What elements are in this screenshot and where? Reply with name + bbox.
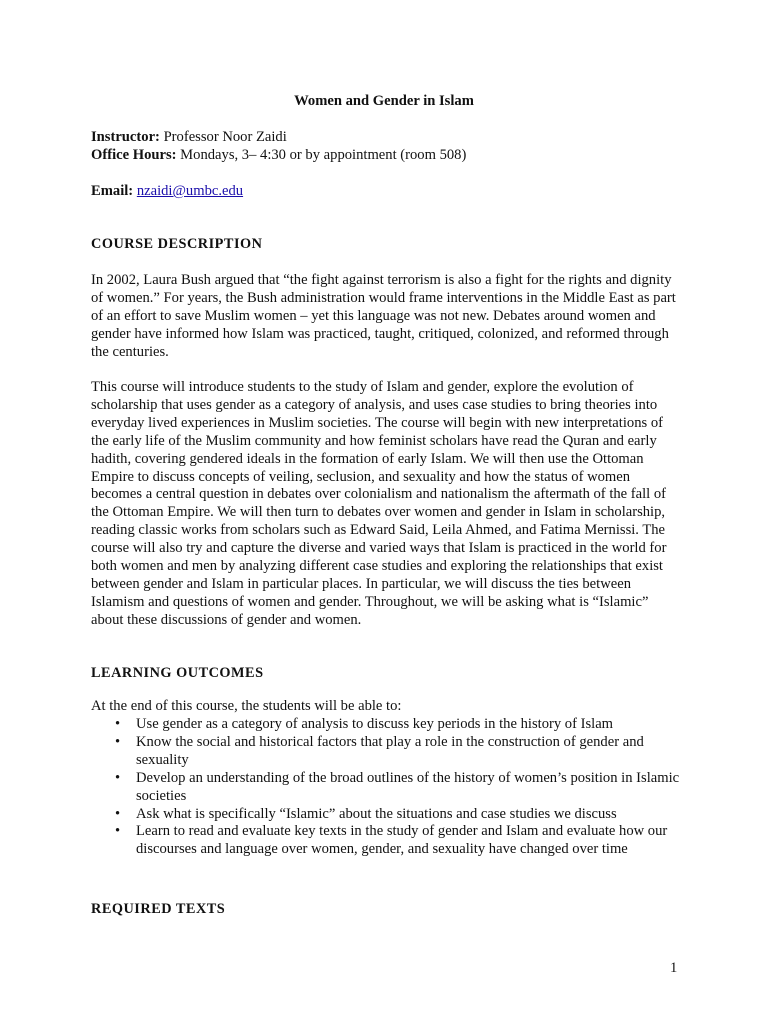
office-hours-label: Office Hours: (91, 147, 177, 163)
office-hours-value: Mondays, 3– 4:30 or by appointment (room 508) (180, 147, 467, 163)
bullet-icon: • (115, 823, 121, 840)
list-item-text: Ask what is specifically “Islamic” about the situations and case studies we discuss (136, 805, 617, 822)
bullet-icon: • (115, 769, 121, 786)
list-item (91, 734, 691, 770)
office-hours-line (91, 147, 691, 165)
list-item (91, 770, 691, 806)
email-line (91, 183, 691, 201)
required-texts-heading: REQUIRED TEXTS (91, 901, 226, 917)
instructor-label: Instructor: (91, 129, 160, 145)
list-item-text: Use gender as a category of analysis to discuss key periods in the history of Islam (136, 716, 614, 732)
course-description-heading: COURSE DESCRIPTION (91, 236, 263, 252)
page-number: 1 (670, 960, 678, 976)
list-item-text: Develop an understanding of the broad outlines of the history of women’s position in Islamic societies (136, 769, 680, 804)
list-item (91, 823, 691, 859)
learning-outcomes-heading: LEARNING OUTCOMES (91, 665, 264, 681)
list-item-text: Learn to read and evaluate key texts in the study of gender and Islam and evaluate how our discourses and language over women, gender, and sexuality have changed over time (136, 823, 668, 858)
bullet-icon: • (115, 733, 121, 750)
list-item (91, 806, 691, 824)
learning-outcomes-intro: At the end of this course, the students will be able to: (91, 698, 402, 714)
description-paragraph-1: In 2002, Laura Bush argued that “the fight against terrorism is also a fight for the rights and dignity of women.” For years, the Bush administration would frame interventions in the Middle East as part of an effort to save Muslim women – yet this language was not new. Debates around women and gender have informed how Islam was practiced, taught, critiqued, colonized, and reformed through the centuries. (91, 272, 676, 360)
bullet-icon: • (115, 805, 121, 822)
description-paragraph-2: This course will introduce students to the study of Islam and gender, explore the evolution of scholarship that uses gender as a category of analysis, and uses case studies to bring theories into everyday lived experiences in Muslim societies. The course will begin with new interpretations of the early life of the Muslim community and how feminist scholars have read the Quran and early hadith, covering gendered ideals in the formation of early Islam. We will then use the Ottoman Empire to discuss concepts of veiling, seclusion, and sexuality and how the status of women becomes a central question in debates over colonialism and nationalism the aftermath of the fall of the Ottoman Empire. We will then turn to debates over women and gender in Islam in scholarship, reading classic works from scholars such as Edward Said, Leila Ahmed, and Fatima Mernissi. The course will also try and capture the diverse and varied ways that Islam is practiced in the world for both women and men by analyzing different case studies and exploring the relationships that exist between gender and Islam in particular places. In particular, we will discuss the ties between Islamism and questions of women and gender. Throughout, we will be asking what is “Islamic” about these discussions of gender and women. (91, 379, 667, 628)
list-item-text: Know the social and historical factors that play a role in the construction of gender and sexuality (136, 733, 644, 768)
email-label: Email: (91, 183, 134, 199)
learning-outcomes-list (91, 716, 691, 859)
instructor-name: Professor Noor Zaidi (163, 129, 287, 145)
email-link[interactable]: nzaidi@umbc.edu (136, 183, 244, 199)
bullet-icon: • (115, 716, 121, 732)
list-item (91, 716, 691, 734)
document-title: Women and Gender in Islam (294, 93, 474, 109)
instructor-line (91, 129, 691, 147)
